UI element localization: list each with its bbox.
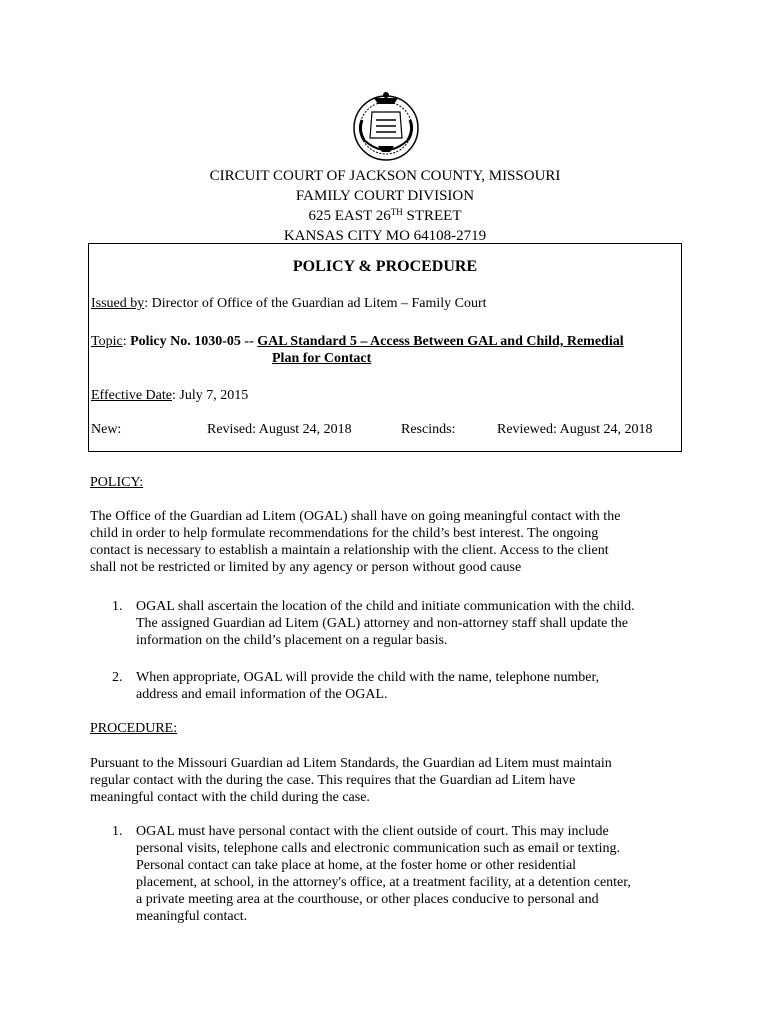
topic-label: Topic (91, 334, 123, 349)
new-label: New: (91, 422, 122, 437)
policy-info-box (88, 243, 682, 452)
procedure-paragraph (90, 755, 680, 806)
text-line: The Office of the Guardian ad Litem (OGAL) shall have on going meaningful contact with the (90, 509, 621, 524)
city-state-zip: KANSAS CITY MO 64108-2719 (283, 228, 487, 244)
effective-date-row (91, 387, 248, 404)
text-line: personal visits, telephone calls and electronic communication such as email or texting. (136, 841, 621, 856)
topic-title-continued: Plan for Contact (272, 351, 372, 366)
court-header (0, 166, 770, 246)
street-address: 625 EAST 26TH STREET (308, 207, 462, 224)
text-line: placement, at school, in the attorney's office, at a treatment facility, at a detention center, (136, 875, 631, 890)
policy-heading: POLICY: (90, 475, 144, 490)
list-number: 2. (112, 670, 123, 685)
court-name: CIRCUIT COURT OF JACKSON COUNTY, MISSOURI (209, 168, 561, 184)
reviewed-date: Reviewed: August 24, 2018 (497, 422, 653, 437)
court-seal-icon (350, 90, 422, 162)
issued-by-row (91, 295, 487, 312)
division-name: FAMILY COURT DIVISION (295, 188, 475, 204)
box-title: POLICY & PROCEDURE (292, 258, 478, 275)
text-line: OGAL must have personal contact with the client outside of court. This may include (136, 824, 609, 839)
topic-title: GAL Standard 5 – Access Between GAL and Child, Remedial (257, 334, 624, 349)
procedure-heading: PROCEDURE: (90, 721, 178, 736)
topic-row: Topic: Policy No. 1030-05 -- GAL Standard 5 – Access Between GAL and Child, Remedial (91, 334, 624, 349)
text-line: Personal contact can take place at home, at the foster home or other residential (136, 858, 577, 873)
text-line: information on the child’s placement on a regular basis. (136, 633, 448, 648)
text-line: meaningful contact. (136, 909, 248, 924)
issued-by-label: Issued by (91, 296, 145, 311)
text-line: Pursuant to the Missouri Guardian ad Litem Standards, the Guardian ad Litem must maintain (90, 756, 612, 771)
text-line: child in order to help formulate recommendations for the child’s best interest. The ongoing (90, 526, 599, 541)
text-line: shall not be restricted or limited by any agency or person without good cause (90, 560, 522, 575)
text-line: OGAL shall ascertain the location of the child and initiate communication with the child. (136, 599, 635, 614)
effective-date-label: Effective Date (91, 388, 172, 403)
text-line: meaningful contact with the child during the case. (90, 790, 370, 805)
text-line: contact is necessary to establish a maintain a relationship with the client. Access to the client (90, 543, 609, 558)
policy-number: Policy No. 1030-05 (130, 334, 241, 349)
text-line: regular contact with the during the case. This requires that the Guardian ad Litem have (90, 773, 576, 788)
text-line: address and email information of the OGAL. (136, 687, 388, 702)
text-line: The assigned Guardian ad Litem (GAL) attorney and non-attorney staff shall update the (136, 616, 628, 631)
list-number: 1. (112, 599, 123, 614)
revised-date: Revised: August 24, 2018 (207, 422, 352, 437)
text-line: a private meeting area at the courthouse, or other places conducive to personal and (136, 892, 599, 907)
effective-date-value: : July 7, 2015 (171, 388, 249, 403)
text-line: When appropriate, OGAL will provide the child with the name, telephone number, (136, 670, 600, 685)
rescinds-label: Rescinds: (401, 422, 456, 437)
issued-by-value: : Director of Office of the Guardian ad Litem – Family Court (144, 296, 487, 311)
list-number: 1. (112, 824, 123, 839)
policy-paragraph (90, 508, 680, 576)
